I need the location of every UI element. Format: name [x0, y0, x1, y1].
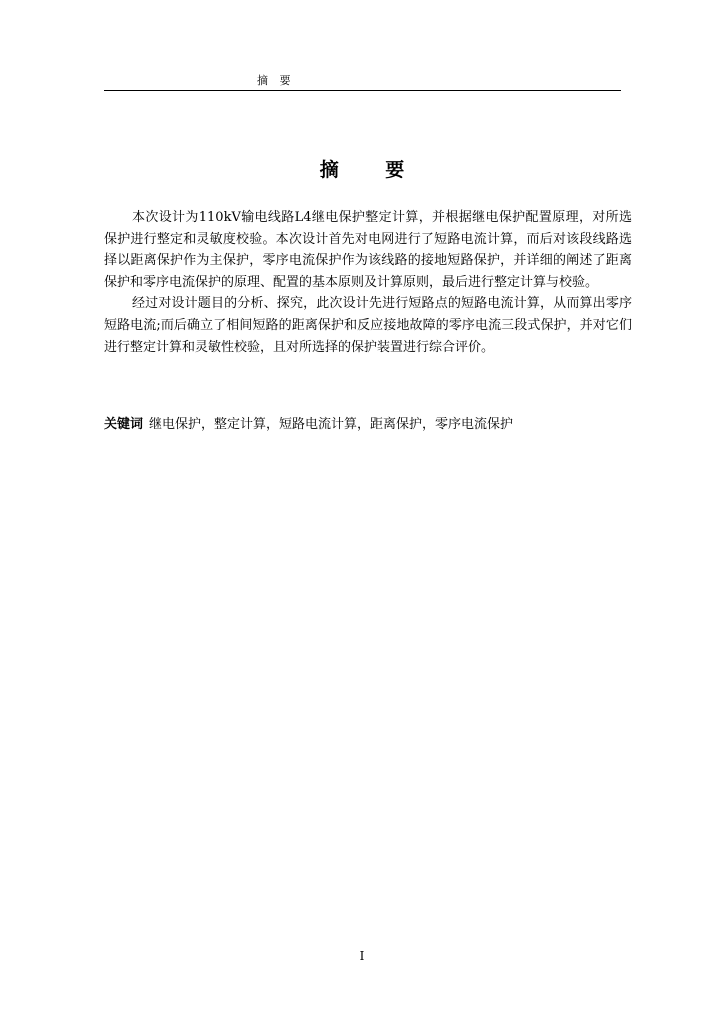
abstract-paragraph-1: 本次设计为110kV输电线路L4继电保护整定计算，并根据继电保护配置原理，对所选保护进行整定和灵敏度校验。本次设计首先对电网进行了短路电流计算，而后对该段线路选择以距离保护作为主保护，零序电流保护作为该线路的接地短路保护，并详细的阐述了距离保护和零序电流保护的原理、配置的基本原则及计算原则，最后进行整定计算与校验。 — [104, 210, 632, 290]
keywords-label: 关键词 — [104, 417, 144, 432]
abstract-body — [104, 207, 632, 358]
keywords-line — [104, 416, 632, 434]
keywords-text: 继电保护，整定计算，短路电流计算，距离保护，零序电流保护 — [149, 417, 514, 432]
page-number: I — [359, 949, 365, 963]
header-rule — [104, 90, 621, 91]
running-header: 摘 要 — [257, 74, 295, 87]
page-title: 摘 要 — [319, 159, 425, 181]
abstract-paragraph-2: 经过对设计题目的分析、探究，此次设计先进行短路点的短路电流计算，从而算出零序短路电流;而后确立了相间短路的距离保护和反应接地故障的零序电流三段式保护，并对它们进行整定计算和灵敏性校验，且对所选择的保护装置进行综合评价。 — [104, 296, 632, 355]
